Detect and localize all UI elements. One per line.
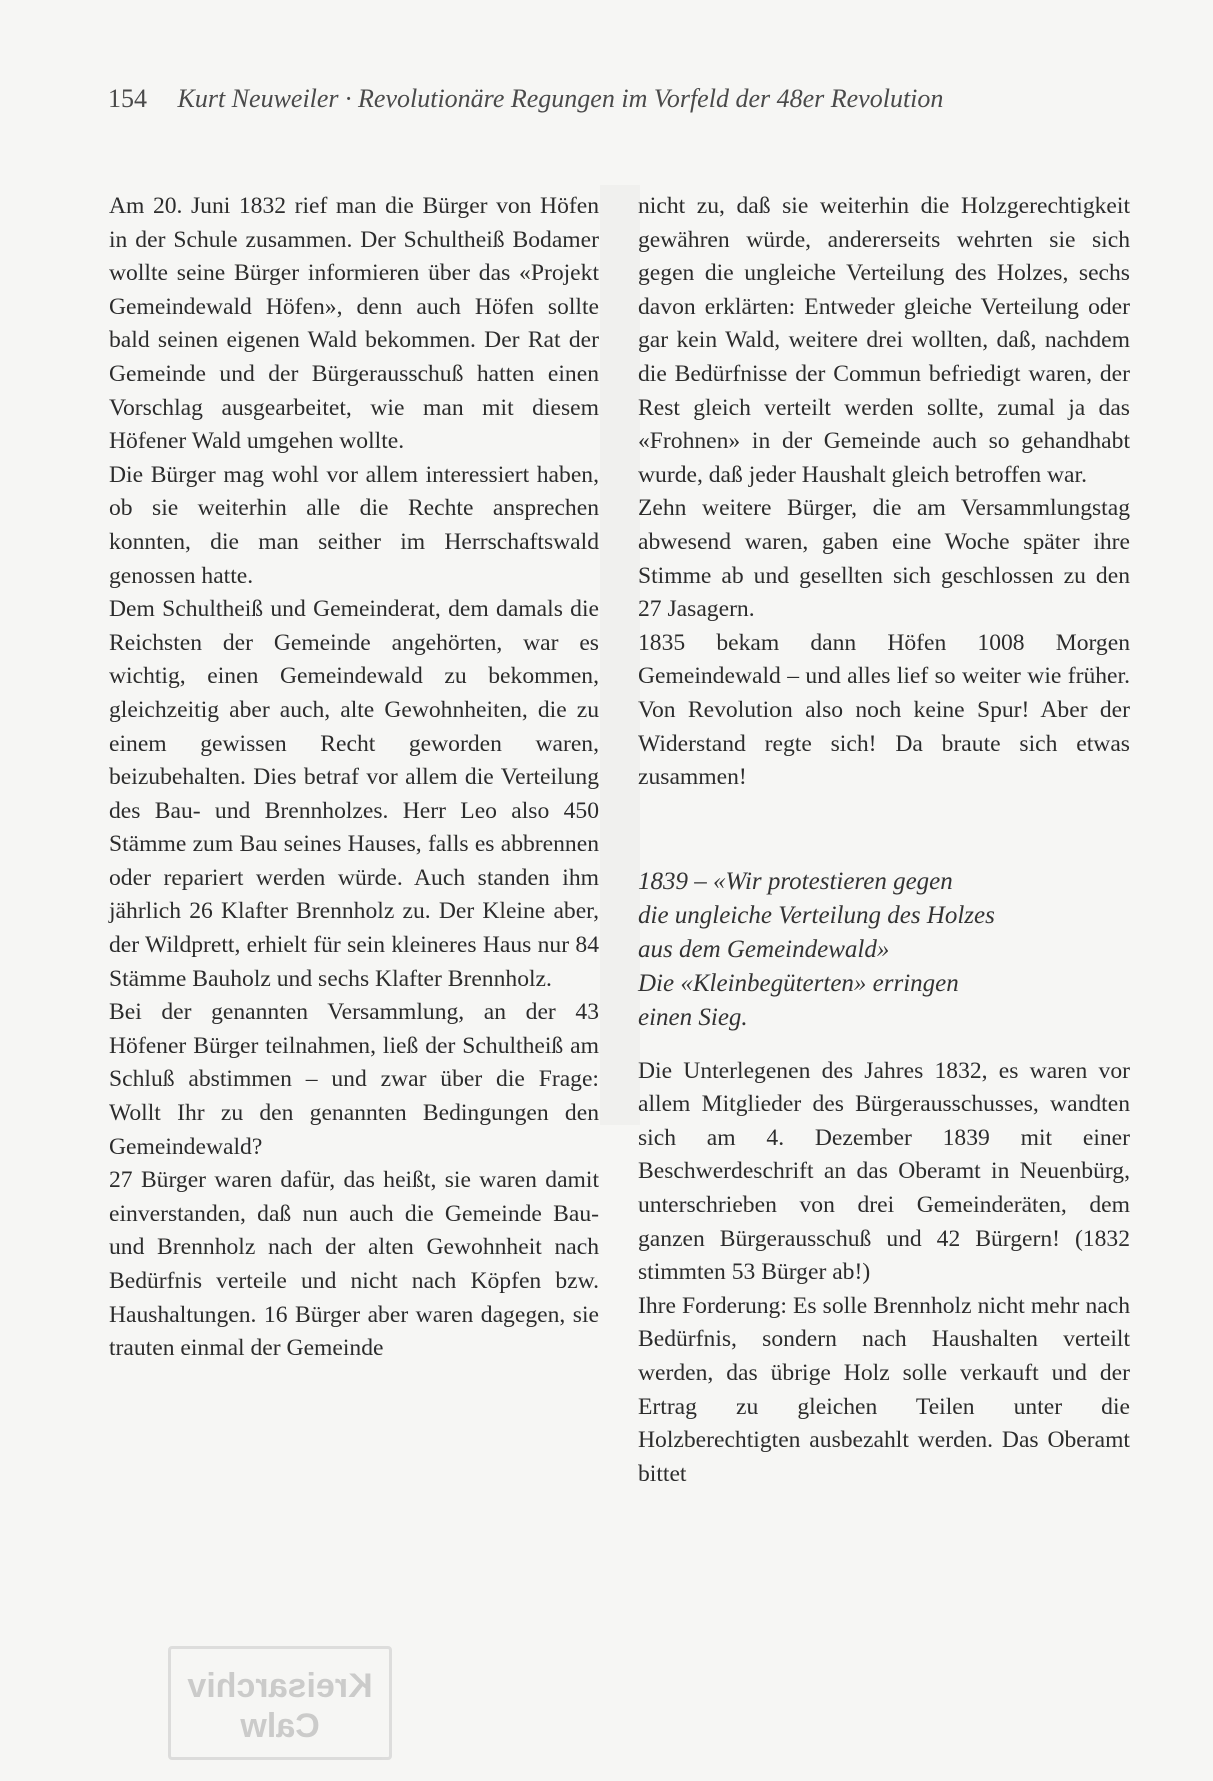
stamp-line: Kreisarchiv bbox=[187, 1667, 373, 1705]
paragraph: Am 20. Juni 1832 rief man die Bürger von Höfen in der Schule zusammen. Der Schultheiß Bodamer wollte seine Bürger informieren über das «Projekt Gemeindewald Höfen», denn auch Höfen sollte bald seinen eigenen Wald bekommen. Der Rat der Gemeinde und der Bürgerausschuß hatten einen Vorschlag ausgearbeitet, wie man mit diesem Höfener Wald umgehen wollte. bbox=[109, 193, 599, 455]
heading-line: Die «Kleinbegüterten» erringen bbox=[638, 969, 959, 997]
section-heading bbox=[638, 865, 1130, 1035]
archive-stamp bbox=[168, 1646, 392, 1760]
show-through-shade bbox=[600, 185, 640, 1125]
paragraph: Bei der genannten Versammlung, an der 43 Höfener Bürger teilnahmen, ließ der Schultheiß am Schluß abstimmen – und zwar über die Frage: Wollt Ihr zu den genannten Bedingungen den Gemeindewald? bbox=[109, 999, 599, 1160]
heading-line: aus dem Gemeindewald» bbox=[638, 935, 890, 963]
left-column bbox=[109, 190, 599, 1366]
running-header bbox=[108, 84, 1088, 114]
heading-line: einen Sieg. bbox=[638, 1003, 748, 1031]
paragraph: nicht zu, daß sie weiterhin die Holzgerechtigkeit gewähren würde, andererseits wehrten sie sich gegen die ungleiche Verteilung des Holzes, sechs davon erklärten: Entweder gleiche Verteilung oder gar kein Wald, weitere drei wollten, daß, nachdem die Bedürfnisse der Commun befriedigt waren, der Rest gleich verteilt werden sollte, zumal ja das «Frohnen» in der Gemeinde auch so gehandhabt wurde, daß jeder Haushalt gleich betroffen war. bbox=[638, 193, 1130, 488]
heading-line: 1839 – «Wir protestieren gegen bbox=[638, 867, 953, 895]
paragraph: Die Bürger mag wohl vor allem interessiert haben, ob sie weiterhin alle die Rechte ansprechen konnten, die man seither im Herrschaftswald genossen hatte. bbox=[109, 461, 599, 589]
heading-line: die ungleiche Verteilung des Holzes bbox=[638, 901, 995, 929]
paragraph: 1835 bekam dann Höfen 1008 Morgen Gemeindewald – und alles lief so weiter wie früher. Von Revolution also noch keine Spur! Aber der Widerstand regte sich! Da braute sich etwas zusammen! bbox=[638, 629, 1130, 791]
paragraph: Dem Schultheiß und Gemeinderat, dem damals die Reichsten der Gemeinde angehörten, war es wichtig, einen Gemeindewald zu bekommen, gleichzeitig aber auch, alte Gewohnheiten, die zu einem gewissen Recht geworden waren, beizubehalten. Dies betraf vor allem die Verteilung des Bau- und Brennholzes. Herr Leo also 450 Stämme zum Bau seines Hauses, falls es abbrennen oder repariert werden würde. Auch standen ihm jährlich 26 Klafter Brennholz zu. Der Kleine aber, der Wildprett, erhielt für sein kleineres Haus nur 84 Stämme Bauholz und sechs Klafter Brennholz. bbox=[109, 596, 599, 992]
paragraph: Die Unterlegenen des Jahres 1832, es waren vor allem Mitglieder des Bürgerausschusses, wandten sich am 4. Dezember 1839 mit einer Beschwerdeschrift an das Oberamt in Neuenbürg, unterschrieben von drei Gemeinderäten, dem ganzen Bürgerausschuß und 42 Bürgern! (1832 stimmten 53 Bürger ab!) bbox=[638, 1057, 1130, 1286]
stamp-mirrored-text-icon bbox=[180, 1655, 380, 1751]
right-column bbox=[638, 190, 1130, 1491]
paragraph: Ihre Forderung: Es solle Brennholz nicht mehr nach Bedürfnis, sondern nach Haushalten verteilt werden, das übrige Holz solle verkauft und der Ertrag zu gleichen Teilen unter die Holzberechtigten ausbezahlt werden. Das Oberamt bittet bbox=[638, 1292, 1130, 1487]
running-title: Kurt Neuweiler · Revolutionäre Regungen im Vorfeld der 48er Revolution bbox=[177, 84, 944, 113]
page-number: 154 bbox=[108, 84, 147, 113]
paragraph: Zehn weitere Bürger, die am Versammlungstag abwesend waren, gaben eine Woche später ihre Stimme ab und gesellten sich geschlossen zu den 27 Jasagern. bbox=[638, 495, 1130, 623]
paragraph: 27 Bürger waren dafür, das heißt, sie waren damit einverstanden, daß nun auch die Gemeinde Bau- und Brennholz nach der alten Gewohnheit nach Bedürfnis verteile und nicht nach Köpfen bzw. Haushaltungen. 16 Bürger aber waren dagegen, sie trauten einmal der Gemeinde bbox=[109, 1167, 599, 1362]
stamp-line: Calw bbox=[240, 1707, 320, 1745]
